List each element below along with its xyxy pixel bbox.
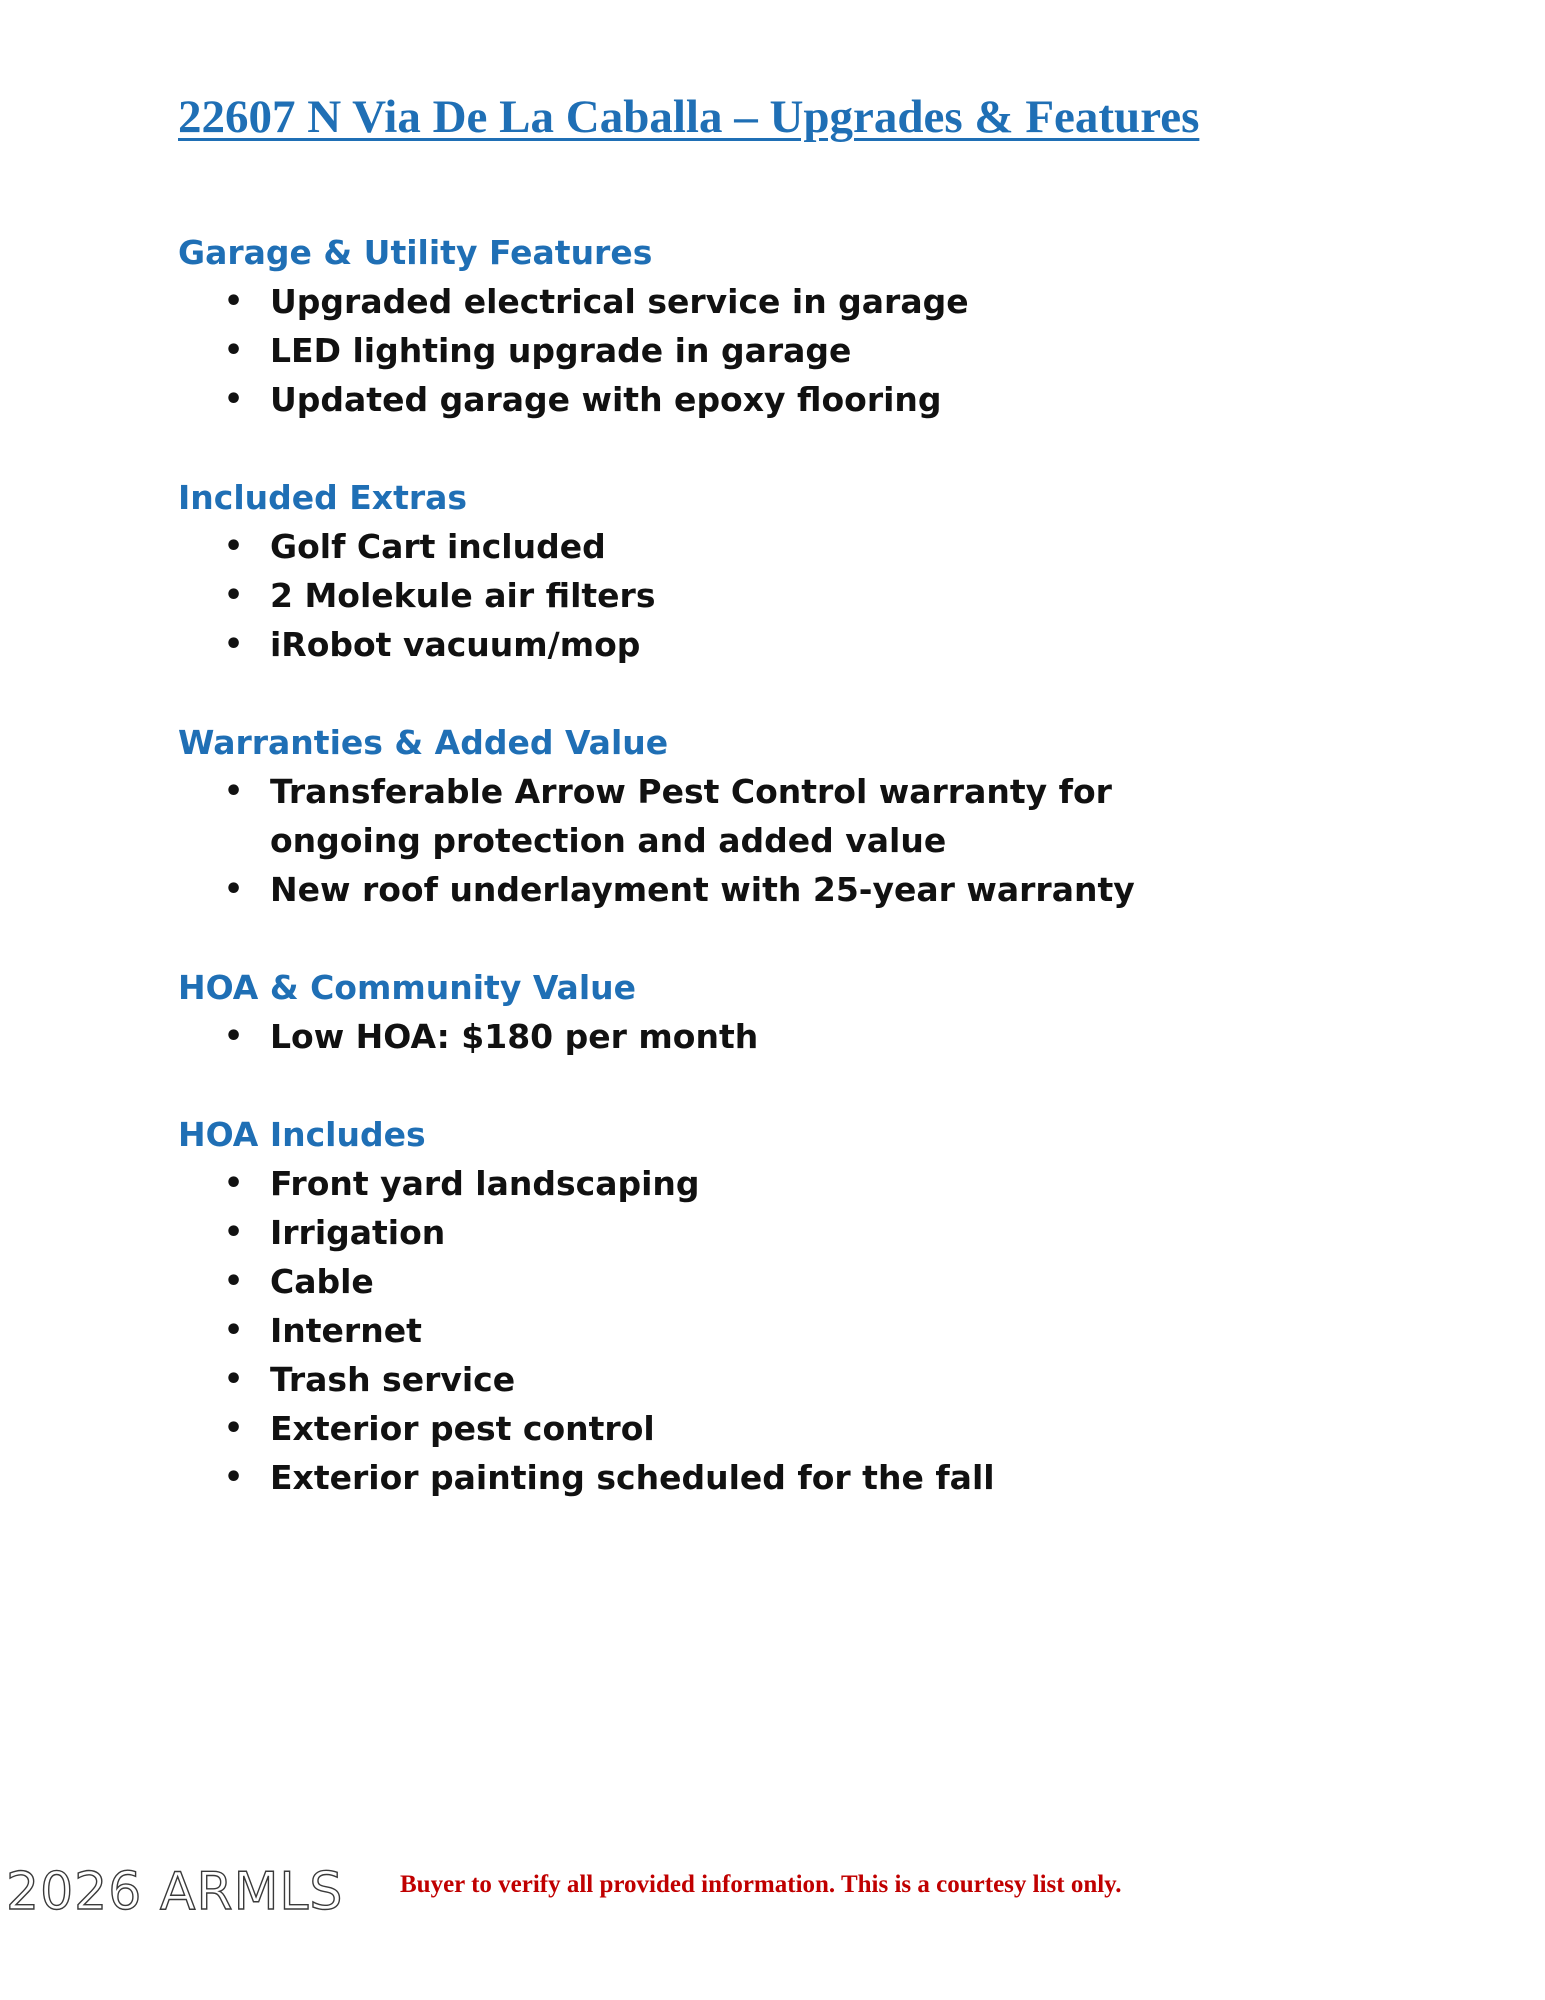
list-item: • Exterior pest control bbox=[178, 1404, 1278, 1453]
bullet-list bbox=[178, 1159, 1278, 1502]
bullet-icon: • bbox=[224, 1362, 244, 1397]
bullet-icon: • bbox=[224, 1166, 244, 1201]
section-heading: Warranties & Added Value bbox=[178, 723, 669, 762]
bullet-icon: • bbox=[224, 774, 244, 809]
section-garage-utility bbox=[178, 228, 1278, 424]
bullet-list bbox=[178, 277, 1278, 424]
bullet-list bbox=[178, 767, 1278, 914]
bullet-icon: • bbox=[224, 1460, 244, 1495]
bullet-icon: • bbox=[224, 1264, 244, 1299]
list-item: • Trash service bbox=[178, 1355, 1278, 1404]
list-item: • LED lighting upgrade in garage bbox=[178, 326, 1278, 375]
bullet-icon: • bbox=[224, 627, 244, 662]
section-hoa-community bbox=[178, 963, 1278, 1061]
bullet-icon: • bbox=[224, 333, 244, 368]
list-item: • Irrigation bbox=[178, 1208, 1278, 1257]
list-item: • Cable bbox=[178, 1257, 1278, 1306]
section-included-extras bbox=[178, 473, 1278, 669]
list-item: • Front yard landscaping bbox=[178, 1159, 1278, 1208]
page-title: 22607 N Via De La Caballa – Upgrades & Features bbox=[178, 91, 1200, 143]
bullet-icon: • bbox=[224, 578, 244, 613]
bullet-icon: • bbox=[224, 382, 244, 417]
bullet-list bbox=[178, 522, 1278, 669]
bullet-icon: • bbox=[224, 1019, 244, 1054]
section-heading: Garage & Utility Features bbox=[178, 233, 653, 272]
section-heading: HOA Includes bbox=[178, 1115, 426, 1154]
section-heading: Included Extras bbox=[178, 478, 468, 517]
bullet-icon: • bbox=[224, 872, 244, 907]
bullet-icon: • bbox=[224, 1313, 244, 1348]
bullet-icon: • bbox=[224, 529, 244, 564]
disclaimer: Buyer to verify all provided information. This is a courtesy list only. bbox=[400, 1871, 1122, 1898]
watermark: 2026 ARMLS bbox=[6, 1862, 344, 1922]
list-item: • Internet bbox=[178, 1306, 1278, 1355]
list-item: • Updated garage with epoxy flooring bbox=[178, 375, 1278, 424]
list-item: • 2 Molekule air filters bbox=[178, 571, 1278, 620]
list-item: • Golf Cart included bbox=[178, 522, 1278, 571]
bullet-icon: • bbox=[224, 1215, 244, 1250]
list-item: • New roof underlayment with 25-year warranty bbox=[178, 865, 1278, 914]
list-item: • iRobot vacuum/mop bbox=[178, 620, 1278, 669]
list-item: • Low HOA: $180 per month bbox=[178, 1012, 1278, 1061]
section-heading: HOA & Community Value bbox=[178, 968, 637, 1007]
list-item: • Transferable Arrow Pest Control warranty for ongoing protection and added value bbox=[178, 767, 1278, 865]
bullet-list bbox=[178, 1012, 1278, 1061]
section-warranties bbox=[178, 718, 1278, 914]
section-hoa-includes bbox=[178, 1110, 1278, 1502]
bullet-icon: • bbox=[224, 284, 244, 319]
list-item: • Exterior painting scheduled for the fall bbox=[178, 1453, 1278, 1502]
list-item: • Upgraded electrical service in garage bbox=[178, 277, 1278, 326]
bullet-icon: • bbox=[224, 1411, 244, 1446]
